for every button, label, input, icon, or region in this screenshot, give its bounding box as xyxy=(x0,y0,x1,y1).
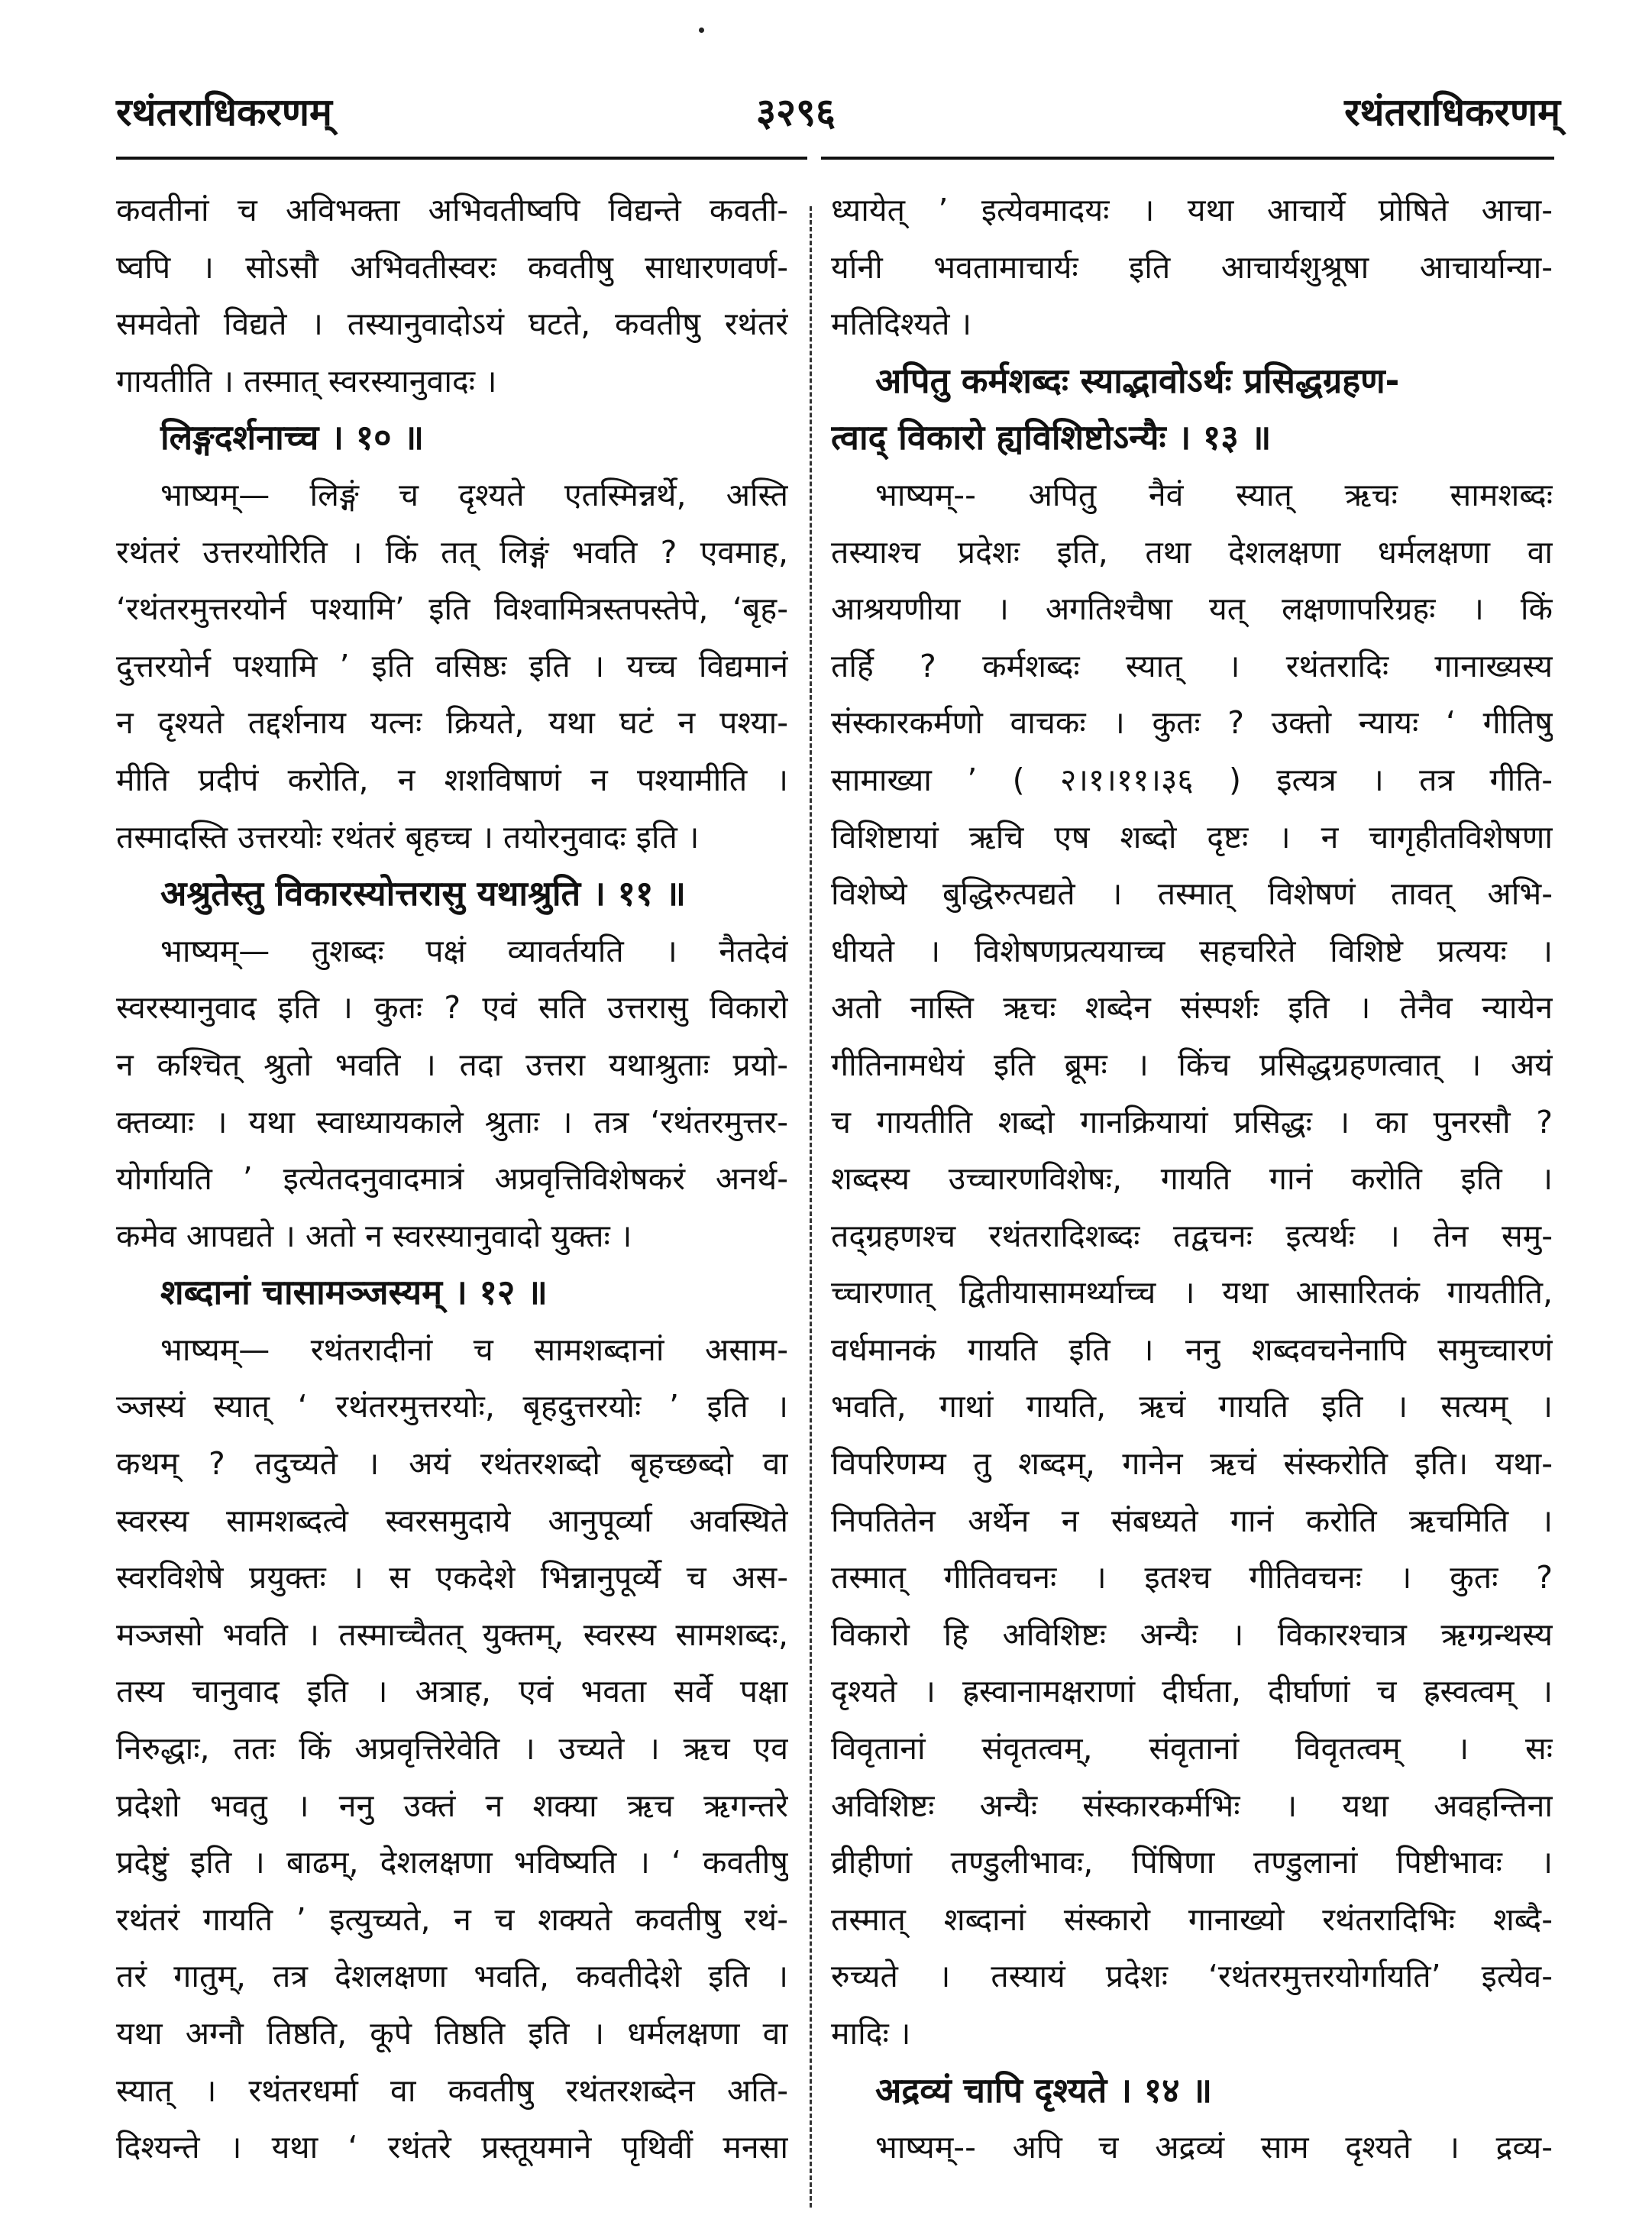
text-line: ञ्जस्यं स्यात् ‘ रथंतरमुत्तरयोः, बृहदुत्तरयोः ’ इति । xyxy=(116,1388,788,1425)
text-line: तस्मात् शब्दानां संस्कारो गानाख्यो रथंतरादिभिः शब्दै- xyxy=(831,1900,1553,1938)
text-line: तर्हि ? कर्मशब्दः स्यात् । रथंतरादिः गानाख्यस्य xyxy=(831,647,1553,684)
text-line: मीति प्रदीपं करोति, न शशविषाणं न पश्यामीति । xyxy=(116,761,788,798)
text-line: विशेष्ये बुद्धिरुत्पद्यते । तस्मात् विशेषणं तावत् अभि- xyxy=(831,875,1553,913)
text-line: संस्कारकर्मणो वाचकः । कुतः ? उक्तो न्यायः ‘ गीतिषु xyxy=(831,704,1553,742)
text-line: निरुद्धाः, ततः किं अप्रवृत्तिरेवेति । उच्यते । ऋच एव xyxy=(116,1730,788,1768)
sutra-heading: अश्रुतेस्तु विकारस्योत्तरासु यथाश्रुति । ११ ॥ xyxy=(160,873,686,914)
sutra-heading: अपितु कर्मशब्दः स्याद्भावोऽर्थः प्रसिद्धग्रहण- xyxy=(875,360,1400,401)
text-line: सामाख्या ’ ( २।१।११।३६ ) इत्यत्र । तत्र गीति- xyxy=(831,761,1553,798)
right-column xyxy=(831,182,1553,2176)
text-line: यथा अग्नौ तिष्ठति, कूपे तिष्ठति इति । धर्मलक्षणा वा xyxy=(116,2015,788,2052)
text-line: ष्वपि । सोऽसौ अभिवतीस्वरः कवतीषु साधारणवर्ण- xyxy=(116,248,788,286)
text-line: तस्मादस्ति उत्तरयोः रथंतरं बृहच्च । तयोरनुवादः इति । xyxy=(116,818,700,856)
sutra-heading: अद्रव्यं चापि दृश्यते । १४ ॥ xyxy=(875,2069,1213,2111)
text-line: निपतितेन अर्थेन न संबध्यते गानं करोति ऋचमिति । xyxy=(831,1502,1553,1539)
text-line: गायतीति । तस्मात् स्वरस्यानुवादः । xyxy=(116,362,497,399)
running-header-left: रथंतराधिकरणम् xyxy=(116,90,332,134)
text-line: दिश्यन्ते । यथा ‘ रथंतरे प्रस्तूयमाने पृथिवीं मनसा xyxy=(116,2129,788,2166)
text-line: मञ्जसो भवति । तस्माच्चैतत् युक्तम्, स्वरस्य सामशब्दः, xyxy=(116,1616,788,1653)
text-line: स्वरस्यानुवाद इति । कुतः ? एवं सति उत्तरासु विकारो xyxy=(116,989,788,1027)
left-column xyxy=(116,182,788,2176)
text-line: च गायतीति शब्दो गानक्रियायां प्रसिद्धः । का पुनरसौ ? xyxy=(831,1103,1553,1140)
text-line: क्तव्याः । यथा स्वाध्यायकाले श्रुताः । तत्र ‘रथंतरमुत्तर- xyxy=(116,1103,788,1140)
text-line: तद्ग्रहणश्च रथंतरादिशब्दः तद्वचनः इत्यर्थः । तेन समु- xyxy=(831,1217,1553,1254)
text-line: विकारो हि अविशिष्टः अन्यैः । विकारश्चात्र ऋग्ग्रन्थस्य xyxy=(831,1616,1553,1653)
text-line: न कश्चित् श्रुतो भवति । तदा उत्तरा यथाश्रुताः प्रयो- xyxy=(116,1046,788,1083)
text-line: कवतीनां च अविभक्ता अभिवतीष्वपि विद्यन्ते कवती- xyxy=(116,192,788,228)
text-line: व्रीहीणां तण्डुलीभावः, पिंषिणा तण्डुलानां पिष्टीभावः । xyxy=(831,1844,1553,1881)
text-line: दुत्तरयोर्न पश्यामि ’ इति वसिष्ठः इति । यच्च विद्यमानं xyxy=(116,647,788,684)
bhashya-line: भाष्यम्— लिङ्गं च दृश्यते एतस्मिन्नर्थे, अस्ति xyxy=(160,476,788,513)
text-line: विवृतानां संवृतत्वम्, संवृतानां विवृतत्वम् । सः xyxy=(831,1730,1553,1768)
text-line: स्वरस्य सामशब्दत्वे स्वरसमुदाये आनुपूर्व्या अवस्थिते xyxy=(116,1502,788,1539)
text-line: धीयते । विशेषणप्रत्ययाच्च सहचरिते विशिष्टे प्रत्ययः । xyxy=(831,932,1553,969)
text-line: मादिः । xyxy=(831,2015,911,2052)
sutra-heading: लिङ्गदर्शनाच्च । १० ॥ xyxy=(160,417,425,458)
text-line: योर्गायति ’ इत्येतदनुवादमात्रं अप्रवृत्तिविशेषकरं अनर्थ- xyxy=(116,1160,788,1198)
bhashya-line: भाष्यम्— तुशब्दः पक्षं व्यावर्तयति । नैतदेवं xyxy=(160,932,788,969)
text-line: च्चारणात् द्वितीयासामर्थ्याच्च । यथा आसारितकं गायतीति, xyxy=(831,1274,1553,1312)
text-line: विपरिणम्य तु शब्दम्, गानेन ऋचं संस्करोति इति। यथा- xyxy=(831,1445,1553,1483)
sutra-heading: त्वाद् विकारो ह्यविशिष्टोऽन्यैः । १३ ॥ xyxy=(831,417,1272,458)
text-line: स्वरविशेषे प्रयुक्तः । स एकदेशे भिन्नानुपूर्व्ये च अस- xyxy=(116,1559,788,1596)
text-line: रुच्यते । तस्यायं प्रदेशः ‘रथंतरमुत्तरयोर्गायति’ इत्येव- xyxy=(831,1958,1553,1995)
text-line: ‘रथंतरमुत्तरयोर्न पश्यामि’ इति विश्वामित्रस्तपस्तेपे, ‘बृह- xyxy=(116,590,788,628)
text-line: र्यानी भवतामाचार्यः इति आचार्यशुश्रूषा आचार्यान्या- xyxy=(831,248,1553,286)
text-line: ध्यायेत् ’ इत्येवमादयः । यथा आचार्ये प्रोषिते आचा- xyxy=(831,192,1553,228)
text-line: रथंतरं गायति ’ इत्युच्यते, न च शक्यते कवतीषु रथं- xyxy=(116,1900,788,1938)
column-divider xyxy=(810,206,812,2208)
text-line: अविशिष्टः अन्यैः संस्कारकर्मभिः । यथा अवहन्तिना xyxy=(831,1787,1553,1824)
print-speck xyxy=(699,27,704,33)
text-line: भवति, गाथां गायति, ऋचं गायति इति । सत्यम् । xyxy=(831,1388,1553,1425)
bhashya-line: भाष्यम्-- अपि च अद्रव्यं साम दृश्यते । द्रव्य- xyxy=(875,2129,1553,2166)
text-line: तस्य चानुवाद इति । अत्राह, एवं भवता सर्वे पक्षा xyxy=(116,1673,788,1710)
bhashya-line: भाष्यम्— रथंतरादीनां च सामशब्दानां असाम- xyxy=(160,1331,788,1368)
text-line: शब्दस्य उच्चारणविशेषः, गायति गानं करोति इति । xyxy=(831,1160,1553,1198)
text-line: विशिष्टायां ऋचि एष शब्दो दृष्टः । न चागृहीतविशेषणा xyxy=(831,818,1553,856)
text-line: तरं गातुम्, तत्र देशलक्षणा भवति, कवतीदेशे इति । xyxy=(116,1958,788,1995)
header-rule-right xyxy=(821,157,1554,160)
text-line: न दृश्यते तद्दर्शनाय यत्नः क्रियते, यथा घटं न पश्या- xyxy=(116,704,788,742)
text-line: प्रदेशो भवतु । ननु उक्तं न शक्या ऋच ऋगन्तरे xyxy=(116,1787,788,1824)
text-line: प्रदेष्टुं इति । बाढम्, देशलक्षणा भविष्यति । ‘ कवतीषु xyxy=(116,1844,788,1881)
text-line: तस्याश्च प्रदेशः इति, तथा देशलक्षणा धर्मलक्षणा वा xyxy=(831,533,1553,571)
running-header-right: रथंतराधिकरणम् xyxy=(1344,90,1560,134)
sutra-heading: शब्दानां चासामञ्जस्यम् । १२ ॥ xyxy=(160,1272,548,1313)
text-line: कथम् ? तदुच्यते । अयं रथंतरशब्दो बृहच्छब्दो वा xyxy=(116,1445,788,1483)
header-rule-left xyxy=(116,157,807,160)
text-line: अतो नास्ति ऋचः शब्देन संस्पर्शः इति । तेनैव न्यायेन xyxy=(831,989,1553,1027)
text-line: तस्मात् गीतिवचनः । इतश्च गीतिवचनः । कुतः ? xyxy=(831,1559,1553,1596)
text-line: समवेतो विद्यते । तस्यानुवादोऽयं घटते, कवतीषु रथंतरं xyxy=(116,306,788,343)
text-line: दृश्यते । ह्रस्वानामक्षराणां दीर्घता, दीर्घाणां च ह्रस्वत्वम् । xyxy=(831,1673,1553,1710)
text-line: मतिदिश्यते । xyxy=(831,306,972,343)
text-line: स्यात् । रथंतरधर्मा वा कवतीषु रथंतरशब्देन अति- xyxy=(116,2072,788,2109)
text-line: वर्धमानकं गायति इति । ननु शब्दवचनेनापि समुच्चारणं xyxy=(831,1331,1553,1368)
bhashya-line: भाष्यम्-- अपितु नैवं स्यात् ऋचः सामशब्दः xyxy=(875,476,1553,513)
text-line: रथंतरं उत्तरयोरिति । किं तत् लिङ्गं भवति ? एवमाह, xyxy=(116,533,788,571)
page-number: ३२९६ xyxy=(756,90,836,134)
text-line: कमेव आपद्यते । अतो न स्वरस्यानुवादो युक्तः । xyxy=(116,1217,632,1254)
text-line: आश्रयणीया । अगतिश्चैषा यत् लक्षणापरिग्रहः । किं xyxy=(831,590,1553,628)
text-line: गीतिनामधेयं इति ब्रूमः । किंच प्रसिद्धग्रहणत्वात् । अयं xyxy=(831,1046,1553,1083)
